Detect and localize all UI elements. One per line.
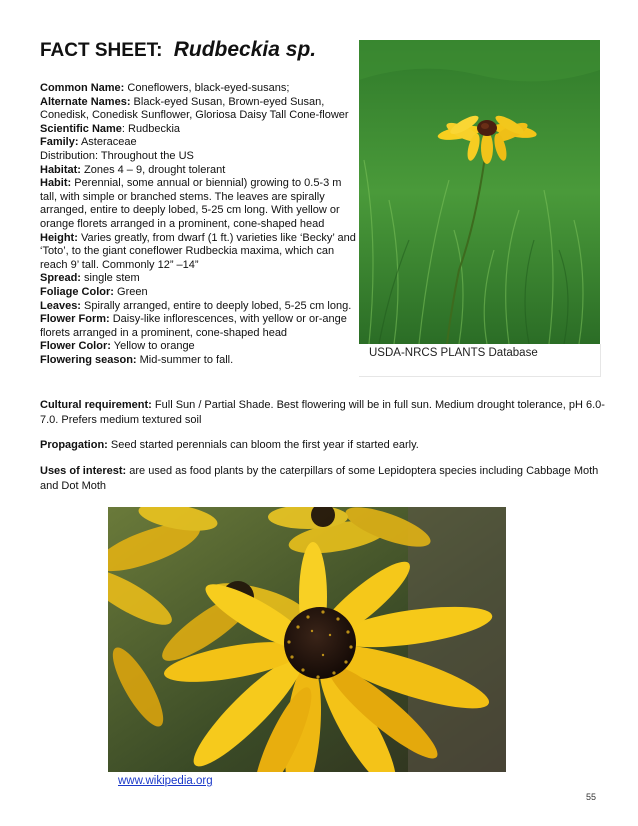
fact-row — [40, 96, 358, 123]
rudbeckia-closeup-image — [108, 507, 506, 772]
fact-label: Habit: — [40, 177, 72, 190]
fact-label: Family: — [40, 136, 79, 149]
fact-value: Varies greatly, from dwarf (1 ft.) varieties like ‘Becky’ and ‘Toto’, to the giant coneflower Rudbeckia maxima, which can reach 9’ tall. Commonly 12” –14” — [40, 231, 356, 271]
fact-value: Perennial, some annual or biennial) growing to 0.5-3 m tall, with simple or branched stems. The leaves are spirally arranged, entire to deeply lobed, 5-25 cm long. With yellow or orange florets arranged in a prominent, cone-shaped head — [40, 177, 342, 230]
fact-row — [40, 272, 358, 286]
fact-row — [40, 300, 358, 314]
propagation-value: Seed started perennials can bloom the first year if started early. — [107, 439, 419, 451]
fact-row — [40, 286, 358, 300]
uses-of-interest — [40, 464, 605, 494]
fact-row — [40, 164, 358, 178]
uses-value: are used as food plants by the caterpillars of some Lepidoptera species including Cabbage Moth and Dot Moth — [40, 465, 599, 492]
fact-row — [40, 340, 358, 354]
fact-value: single stem — [80, 272, 140, 285]
fact-label: Foliage Color: — [40, 285, 114, 298]
fact-label: Habitat: — [40, 163, 81, 176]
cultural-requirement-value: Full Sun / Partial Shade. Best flowering will be in full sun. Medium drought tolerance, pH 6.0-7.0. Prefers medium textured soil — [40, 399, 605, 426]
fact-label: Height: — [40, 231, 78, 244]
fact-value: Green — [113, 285, 148, 298]
uses-label: Uses of interest: — [40, 465, 127, 477]
fact-row — [40, 354, 358, 368]
fact-value: Spirally arranged, entire to deeply lobed, 5-25 cm long. — [80, 299, 352, 312]
fact-row — [40, 136, 358, 150]
fact-row — [40, 177, 358, 231]
cultural-requirement-label: Cultural requirement: — [40, 399, 152, 411]
fact-value: Zones 4 – 9, drought tolerant — [80, 163, 226, 176]
fact-value: Asteraceae — [78, 136, 137, 149]
fact-label: Flower Color: — [40, 340, 111, 353]
fact-row — [40, 123, 358, 137]
title-label: FACT SHEET: — [40, 40, 163, 61]
fact-row — [40, 82, 358, 96]
fact-label: Leaves: — [40, 299, 81, 312]
fact-list — [40, 82, 358, 367]
fact-value: Coneflowers, black-eyed-susans; — [124, 82, 290, 94]
fact-row — [40, 232, 358, 273]
propagation — [40, 438, 605, 453]
fact-value: Daisy-like inflorescences, with yellow or or-ange florets arranged in a prominent, cone-shaped head — [40, 313, 347, 339]
wikipedia-credit-link[interactable]: www.wikipedia.org — [118, 775, 213, 787]
fact-label: Flowering season: — [40, 353, 137, 366]
fact-label: Common Name: — [40, 82, 125, 94]
fact-label: Spread: — [40, 272, 81, 285]
fact-value: Yellow to orange — [110, 340, 195, 353]
plant-photo-closeup — [108, 507, 506, 772]
cultural-requirement — [40, 398, 605, 428]
plant-photo-field — [359, 40, 600, 344]
rudbeckia-field-image — [359, 40, 600, 344]
page-number: 55 — [586, 792, 597, 802]
fact-value: Black-eyed Susan, Brown-eyed Susan, Conedisk, Conedisk Sunflower, Gloriosa Daisy Tall Cone-flower — [40, 95, 349, 122]
propagation-label: Propagation: — [40, 439, 108, 451]
fact-row — [40, 313, 358, 340]
fact-label: Flower Form: — [40, 313, 110, 326]
title-scientific-name: Rudbeckia sp. — [173, 38, 317, 61]
page-title — [40, 38, 316, 62]
fact-value: Distribution: Throughout the US — [40, 149, 194, 162]
fact-label: Scientific Name — [40, 122, 122, 135]
fact-value: : Rudbeckia — [121, 122, 181, 135]
fact-row — [40, 150, 358, 164]
photo-credit-box — [359, 344, 601, 377]
fact-label: Alternate Names: — [40, 95, 131, 108]
photo-credit-usda: USDA-NRCS PLANTS Database — [369, 347, 538, 359]
fact-value: Mid-summer to fall. — [136, 353, 234, 366]
